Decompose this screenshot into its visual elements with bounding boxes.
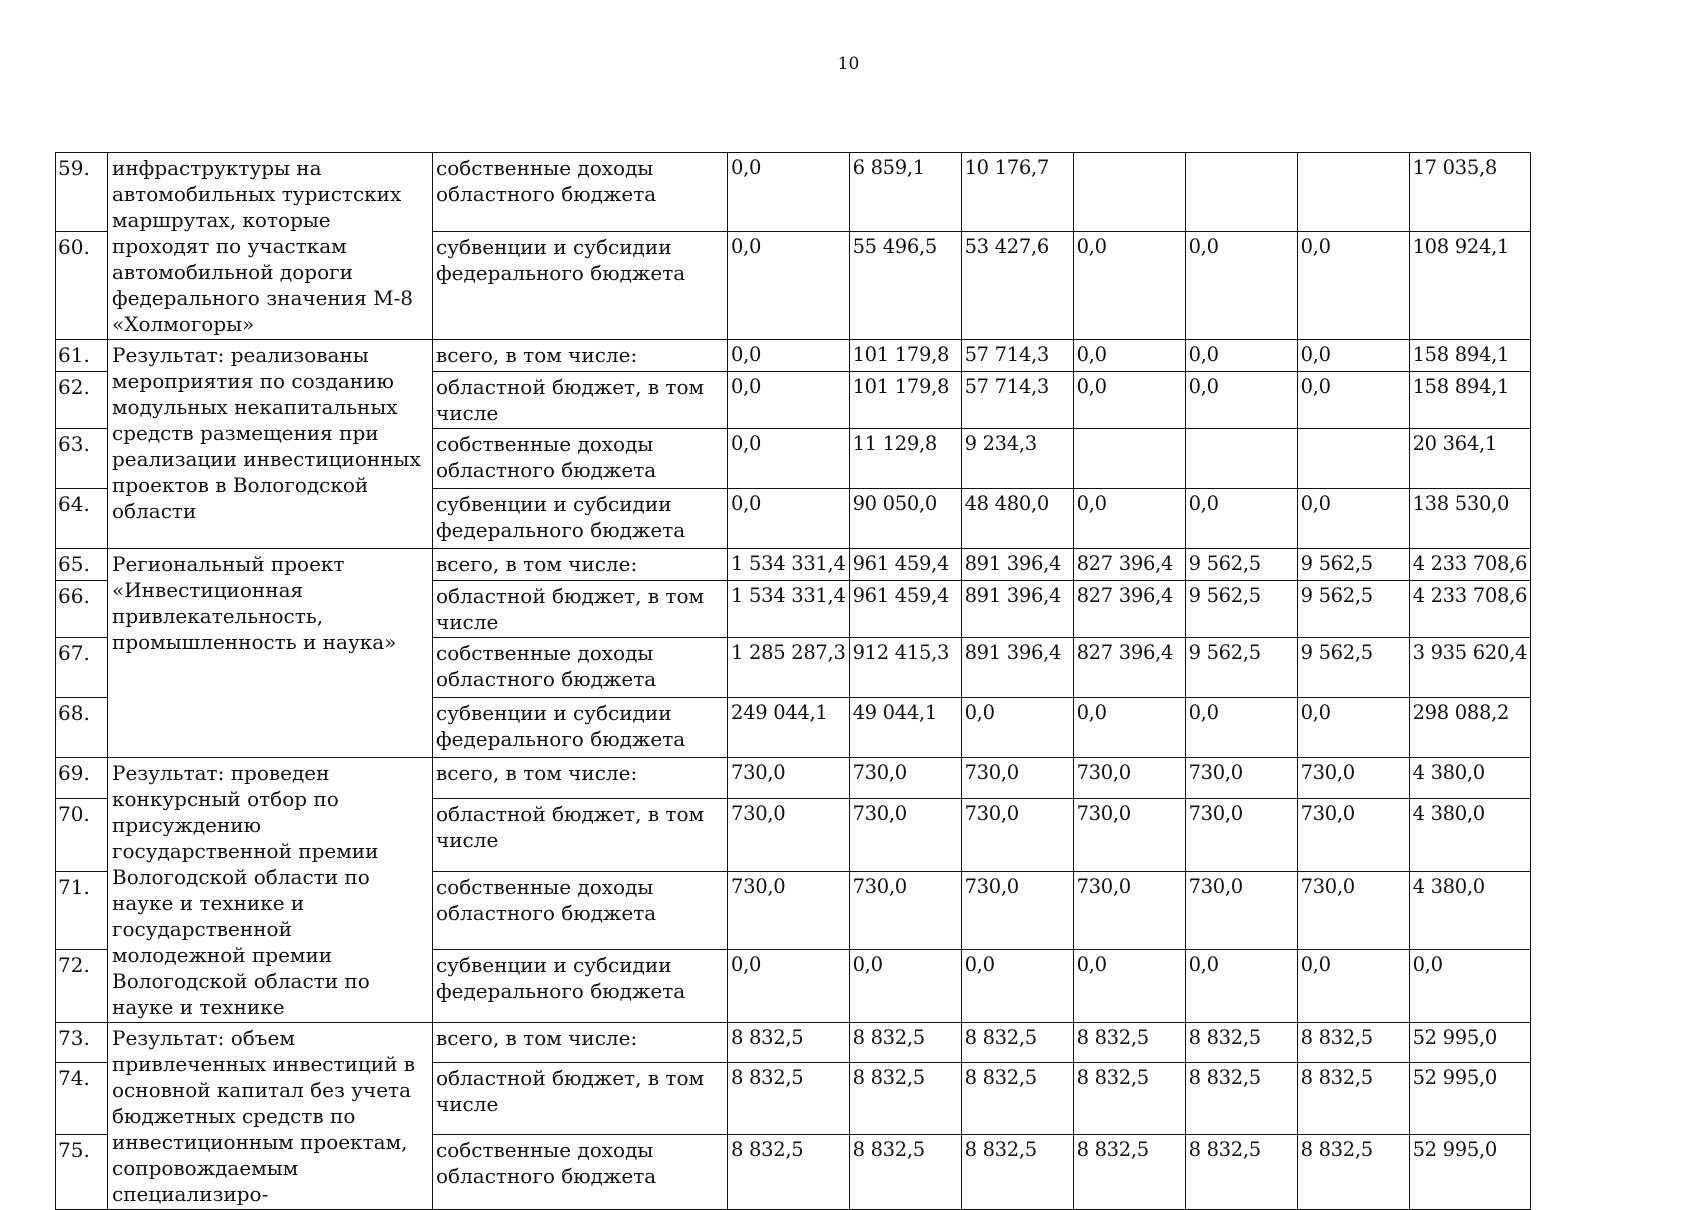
funding-source: областной бюджет, в том числе bbox=[433, 1063, 728, 1135]
value-cell: 730,0 bbox=[849, 872, 961, 949]
value-cell: 730,0 bbox=[1297, 758, 1409, 799]
value-cell: 891 396,4 bbox=[961, 638, 1073, 698]
value-cell: 8 832,5 bbox=[728, 1134, 850, 1209]
value-cell bbox=[1073, 153, 1185, 232]
value-cell bbox=[1073, 429, 1185, 489]
value-cell: 249 044,1 bbox=[728, 698, 850, 758]
value-cell: 0,0 bbox=[728, 153, 850, 232]
value-cell: 0,0 bbox=[1185, 231, 1297, 339]
row-number: 69. bbox=[56, 758, 108, 799]
group-description: Региональный проект «Инвестиционная привлекательность, промышленность и наука» bbox=[108, 549, 433, 758]
value-cell: 827 396,4 bbox=[1073, 581, 1185, 638]
funding-source: субвенции и субсидии федерального бюджета bbox=[433, 949, 728, 1022]
value-cell: 57 714,3 bbox=[961, 372, 1073, 429]
value-cell: 730,0 bbox=[1073, 758, 1185, 799]
table-row bbox=[56, 758, 1531, 799]
table-row bbox=[56, 340, 1531, 372]
funding-source: собственные доходы областного бюджета bbox=[433, 153, 728, 232]
row-number: 72. bbox=[56, 949, 108, 1022]
value-cell: 158 894,1 bbox=[1409, 340, 1531, 372]
row-number: 67. bbox=[56, 638, 108, 698]
value-cell bbox=[1297, 429, 1409, 489]
value-cell: 4 233 708,6 bbox=[1409, 549, 1531, 581]
value-cell: 8 832,5 bbox=[728, 1063, 850, 1135]
funding-source: областной бюджет, в том числе bbox=[433, 581, 728, 638]
funding-source: субвенции и субсидии федерального бюджета bbox=[433, 489, 728, 549]
group-description: Результат: реализованы мероприятия по созданию модульных некапитальных средств размещения при реализации инвестиционных проектов в Вологодской области bbox=[108, 340, 433, 549]
value-cell: 0,0 bbox=[728, 429, 850, 489]
value-cell: 730,0 bbox=[961, 799, 1073, 872]
row-number: 71. bbox=[56, 872, 108, 949]
funding-source: областной бюджет, в том числе bbox=[433, 799, 728, 872]
value-cell: 0,0 bbox=[961, 949, 1073, 1022]
table-row bbox=[56, 549, 1531, 581]
value-cell: 9 562,5 bbox=[1297, 638, 1409, 698]
value-cell: 0,0 bbox=[1185, 949, 1297, 1022]
value-cell: 52 995,0 bbox=[1409, 1134, 1531, 1209]
value-cell: 9 562,5 bbox=[1185, 549, 1297, 581]
row-number: 61. bbox=[56, 340, 108, 372]
row-number: 73. bbox=[56, 1023, 108, 1063]
value-cell: 730,0 bbox=[1297, 799, 1409, 872]
funding-source: субвенции и субсидии федерального бюджета bbox=[433, 698, 728, 758]
funding-source: областной бюджет, в том числе bbox=[433, 372, 728, 429]
row-number: 70. bbox=[56, 799, 108, 872]
value-cell: 730,0 bbox=[1073, 799, 1185, 872]
value-cell: 0,0 bbox=[1409, 949, 1531, 1022]
row-number: 63. bbox=[56, 429, 108, 489]
budget-table bbox=[55, 152, 1531, 1210]
value-cell: 53 427,6 bbox=[961, 231, 1073, 339]
row-number: 60. bbox=[56, 231, 108, 339]
row-number: 74. bbox=[56, 1063, 108, 1135]
value-cell: 52 995,0 bbox=[1409, 1063, 1531, 1135]
funding-source: всего, в том числе: bbox=[433, 758, 728, 799]
value-cell: 11 129,8 bbox=[849, 429, 961, 489]
group-description: инфраструктуры на автомобильных туристских маршрутах, которые проходят по участкам автомобильной дороги федерального значения М-8 «Холмогоры» bbox=[108, 153, 433, 340]
value-cell: 4 380,0 bbox=[1409, 799, 1531, 872]
value-cell: 730,0 bbox=[1185, 872, 1297, 949]
funding-source: всего, в том числе: bbox=[433, 549, 728, 581]
value-cell: 730,0 bbox=[728, 799, 850, 872]
value-cell: 730,0 bbox=[728, 872, 850, 949]
row-number: 65. bbox=[56, 549, 108, 581]
value-cell: 4 380,0 bbox=[1409, 758, 1531, 799]
value-cell: 0,0 bbox=[1073, 949, 1185, 1022]
funding-source: собственные доходы областного бюджета bbox=[433, 872, 728, 949]
row-number: 75. bbox=[56, 1134, 108, 1209]
value-cell: 8 832,5 bbox=[1297, 1134, 1409, 1209]
value-cell: 0,0 bbox=[849, 949, 961, 1022]
value-cell: 0,0 bbox=[1185, 340, 1297, 372]
value-cell: 8 832,5 bbox=[961, 1134, 1073, 1209]
funding-source: собственные доходы областного бюджета bbox=[433, 638, 728, 698]
row-number: 59. bbox=[56, 153, 108, 232]
value-cell: 0,0 bbox=[1297, 372, 1409, 429]
value-cell: 0,0 bbox=[728, 489, 850, 549]
value-cell: 4 233 708,6 bbox=[1409, 581, 1531, 638]
value-cell: 108 924,1 bbox=[1409, 231, 1531, 339]
value-cell: 57 714,3 bbox=[961, 340, 1073, 372]
value-cell: 138 530,0 bbox=[1409, 489, 1531, 549]
value-cell: 8 832,5 bbox=[1185, 1063, 1297, 1135]
value-cell: 8 832,5 bbox=[1073, 1134, 1185, 1209]
value-cell: 9 234,3 bbox=[961, 429, 1073, 489]
value-cell: 0,0 bbox=[1185, 489, 1297, 549]
value-cell: 17 035,8 bbox=[1409, 153, 1531, 232]
value-cell: 9 562,5 bbox=[1185, 581, 1297, 638]
value-cell: 0,0 bbox=[1297, 340, 1409, 372]
budget-table-wrapper bbox=[55, 152, 1531, 1210]
value-cell: 4 380,0 bbox=[1409, 872, 1531, 949]
value-cell: 1 285 287,3 bbox=[728, 638, 850, 698]
value-cell: 8 832,5 bbox=[1297, 1063, 1409, 1135]
value-cell: 961 459,4 bbox=[849, 581, 961, 638]
value-cell: 101 179,8 bbox=[849, 372, 961, 429]
value-cell: 0,0 bbox=[1185, 698, 1297, 758]
value-cell: 1 534 331,4 bbox=[728, 581, 850, 638]
value-cell: 0,0 bbox=[1073, 372, 1185, 429]
value-cell: 0,0 bbox=[1073, 231, 1185, 339]
value-cell: 1 534 331,4 bbox=[728, 549, 850, 581]
value-cell: 730,0 bbox=[961, 758, 1073, 799]
value-cell bbox=[1185, 153, 1297, 232]
value-cell: 730,0 bbox=[1185, 799, 1297, 872]
value-cell: 8 832,5 bbox=[1185, 1134, 1297, 1209]
value-cell: 8 832,5 bbox=[728, 1023, 850, 1063]
funding-source: собственные доходы областного бюджета bbox=[433, 429, 728, 489]
value-cell: 0,0 bbox=[1185, 372, 1297, 429]
funding-source: собственные доходы областного бюджета bbox=[433, 1134, 728, 1209]
value-cell: 8 832,5 bbox=[961, 1063, 1073, 1135]
value-cell: 912 415,3 bbox=[849, 638, 961, 698]
value-cell: 961 459,4 bbox=[849, 549, 961, 581]
value-cell: 9 562,5 bbox=[1185, 638, 1297, 698]
value-cell: 8 832,5 bbox=[961, 1023, 1073, 1063]
value-cell: 891 396,4 bbox=[961, 549, 1073, 581]
value-cell: 0,0 bbox=[728, 949, 850, 1022]
value-cell: 0,0 bbox=[1073, 698, 1185, 758]
value-cell: 8 832,5 bbox=[1297, 1023, 1409, 1063]
table-row bbox=[56, 1023, 1531, 1063]
row-number: 68. bbox=[56, 698, 108, 758]
value-cell: 8 832,5 bbox=[1073, 1063, 1185, 1135]
funding-source: всего, в том числе: bbox=[433, 340, 728, 372]
value-cell: 0,0 bbox=[728, 340, 850, 372]
value-cell: 101 179,8 bbox=[849, 340, 961, 372]
value-cell: 0,0 bbox=[1297, 489, 1409, 549]
value-cell: 55 496,5 bbox=[849, 231, 961, 339]
group-description: Результат: объем привлеченных инвестиций в основной капитал без учета бюджетных средств по инвестиционным проектам, сопровождаемым специализиро- bbox=[108, 1023, 433, 1210]
table-row bbox=[56, 153, 1531, 232]
funding-source: всего, в том числе: bbox=[433, 1023, 728, 1063]
value-cell: 730,0 bbox=[1297, 872, 1409, 949]
value-cell bbox=[1185, 429, 1297, 489]
value-cell: 8 832,5 bbox=[1073, 1023, 1185, 1063]
row-number: 62. bbox=[56, 372, 108, 429]
value-cell: 158 894,1 bbox=[1409, 372, 1531, 429]
value-cell: 10 176,7 bbox=[961, 153, 1073, 232]
value-cell: 0,0 bbox=[728, 372, 850, 429]
page-number: 10 bbox=[837, 54, 860, 74]
value-cell: 0,0 bbox=[1297, 949, 1409, 1022]
value-cell: 8 832,5 bbox=[849, 1063, 961, 1135]
value-cell: 8 832,5 bbox=[849, 1023, 961, 1063]
value-cell: 0,0 bbox=[1073, 489, 1185, 549]
value-cell: 9 562,5 bbox=[1297, 549, 1409, 581]
value-cell: 49 044,1 bbox=[849, 698, 961, 758]
row-number: 64. bbox=[56, 489, 108, 549]
value-cell: 891 396,4 bbox=[961, 581, 1073, 638]
value-cell: 0,0 bbox=[728, 231, 850, 339]
value-cell: 20 364,1 bbox=[1409, 429, 1531, 489]
value-cell bbox=[1297, 153, 1409, 232]
value-cell: 730,0 bbox=[1073, 872, 1185, 949]
value-cell: 0,0 bbox=[1073, 340, 1185, 372]
value-cell: 730,0 bbox=[849, 799, 961, 872]
value-cell: 0,0 bbox=[1297, 231, 1409, 339]
value-cell: 9 562,5 bbox=[1297, 581, 1409, 638]
value-cell: 730,0 bbox=[961, 872, 1073, 949]
value-cell: 730,0 bbox=[728, 758, 850, 799]
value-cell: 0,0 bbox=[1297, 698, 1409, 758]
value-cell: 730,0 bbox=[849, 758, 961, 799]
value-cell: 827 396,4 bbox=[1073, 638, 1185, 698]
value-cell: 730,0 bbox=[1185, 758, 1297, 799]
value-cell: 8 832,5 bbox=[1185, 1023, 1297, 1063]
value-cell: 3 935 620,4 bbox=[1409, 638, 1531, 698]
group-description: Результат: проведен конкурсный отбор по присуждению государственной премии Вологодской области по науке и технике и государственной молодежной премии Вологодской области по науке и технике bbox=[108, 758, 433, 1023]
row-number: 66. bbox=[56, 581, 108, 638]
value-cell: 827 396,4 bbox=[1073, 549, 1185, 581]
funding-source: субвенции и субсидии федерального бюджета bbox=[433, 231, 728, 339]
value-cell: 298 088,2 bbox=[1409, 698, 1531, 758]
value-cell: 0,0 bbox=[961, 698, 1073, 758]
value-cell: 90 050,0 bbox=[849, 489, 961, 549]
value-cell: 6 859,1 bbox=[849, 153, 961, 232]
value-cell: 48 480,0 bbox=[961, 489, 1073, 549]
value-cell: 8 832,5 bbox=[849, 1134, 961, 1209]
value-cell: 52 995,0 bbox=[1409, 1023, 1531, 1063]
